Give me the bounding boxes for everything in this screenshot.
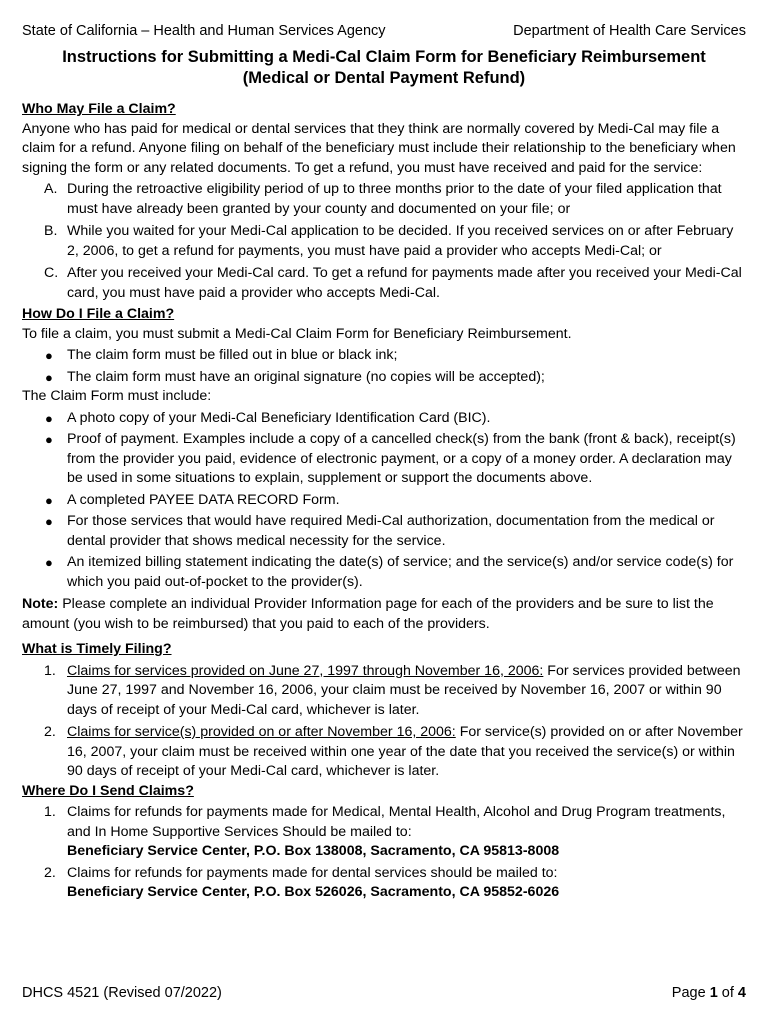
list-item: [22, 180, 746, 219]
list-item: [22, 662, 746, 721]
bullet-icon: ●: [45, 432, 53, 447]
bullet-icon: ●: [45, 410, 53, 426]
list-item-text: An itemized billing statement indicating the date(s) of service; and the service(s) and/or service code(s) for which you paid out-of-pocket to the provider(s).: [67, 554, 734, 590]
list-item: [22, 864, 746, 903]
how-intro: To file a claim, you must submit a Medi-Cal Claim Form for Beneficiary Reimbursement.: [22, 325, 572, 342]
page-total: 4: [737, 985, 746, 1001]
page-number: 1: [709, 985, 718, 1001]
list-item-text: Proof of payment. Examples include a copy of a cancelled check(s) from the bank (front & back), receipt(s) from the provider you paid, evidence of electronic payment, or a copy of a money order. A declaration may be used in some situations to explain, supplement or support the documents above.: [67, 431, 736, 486]
note-text: Please complete an individual Provider Information page for each of the providers and be sure to list the amount (you wish to be reimbursed) that you paid to each of the providers.: [22, 596, 714, 632]
must-include-label: The Claim Form must include:: [22, 388, 212, 404]
list-item: [22, 803, 746, 862]
how-bullets-2: [22, 409, 746, 593]
note-label: Note:: [22, 596, 59, 612]
bullet-icon: ●: [45, 348, 53, 363]
list-marker: 2.: [44, 724, 56, 740]
list-item-text: During the retroactive eligibility period of up to three months prior to the date of your filed application that must have already been granted by your county and documented on your file; or: [67, 181, 722, 217]
list-item-text: Claims for refunds for payments made for dental services should be mailed to:: [67, 864, 558, 881]
list-item: [22, 264, 746, 303]
agency-name: State of California – Health and Human Services Agency: [22, 23, 386, 39]
list-item: [22, 409, 746, 429]
list-item: [22, 222, 746, 261]
how-bullets-1: [22, 346, 746, 387]
list-item-text: For service(s) provided on or after November 16, 2007, your claim must be received within one year of the date that you received the service(s) or within 90 days of receipt of your Medi-Cal card, whichever is later.: [67, 724, 743, 779]
list-item-text: For those services that would have required Medi-Cal authorization, documentation from the medical or dental provider that shows medical necessity for the service.: [67, 513, 715, 549]
list-item-text: A completed PAYEE DATA RECORD Form.: [67, 491, 340, 508]
list-item: [22, 512, 746, 551]
page-indicator: [672, 985, 746, 1001]
who-heading: Who May File a Claim?: [22, 101, 176, 117]
list-item-text: The claim form must have an original signature (no copies will be accepted);: [67, 368, 545, 385]
bullet-icon: ●: [45, 369, 53, 385]
list-marker: 1.: [44, 804, 56, 820]
page-prefix: Page: [671, 985, 710, 1001]
list-item-text: A photo copy of your Medi-Cal Beneficiary Identification Card (BIC).: [67, 409, 491, 426]
send-heading: Where Do I Send Claims?: [22, 782, 194, 799]
list-marker: A.: [44, 181, 58, 197]
department-name: Department of Health Care Services: [513, 23, 746, 39]
mailing-address: Beneficiary Service Center, P.O. Box 138008, Sacramento, CA 95813-8008: [67, 843, 560, 859]
list-item-text: After you received your Medi-Cal card. To get a refund for payments made after you received your Medi-Cal card, you must have paid a provider who accepts Medi-Cal.: [67, 265, 742, 301]
who-intro: Anyone who has paid for medical or dental services that they think are normally covered by Medi-Cal may file a claim for a refund. Anyone filing on behalf of the beneficiary must include their relationship to the beneficiary when signing the form or any related documents. To get a refund, you must have received and paid for the service:: [22, 120, 736, 176]
list-item: [22, 430, 746, 489]
list-item: [22, 491, 746, 511]
list-item: [22, 723, 746, 782]
how-heading: How Do I File a Claim?: [22, 306, 175, 322]
form-number: DHCS 4521 (Revised 07/2022): [22, 985, 222, 1001]
list-item-text: For services provided between June 27, 1997 and November 16, 2006, your claim must be received by November 16, 2007 or within 90 days of receipt of your Medi-Cal card, whichever is later.: [67, 662, 741, 718]
page-of: of: [717, 985, 738, 1001]
document-body: [22, 100, 746, 903]
document-title: [22, 47, 746, 89]
list-marker: 2.: [44, 864, 56, 881]
list-item-text: While you waited for your Medi-Cal application to be decided. If you received services on or after February 2, 2006, to get a refund for payments, you must have paid a provider who accepts Medi-Cal; or: [67, 223, 734, 259]
send-list: [22, 803, 746, 903]
list-item-lead: Claims for service(s) provided on or after November 16, 2006:: [67, 724, 456, 740]
list-item-text: The claim form must be filled out in blue or black ink;: [67, 347, 398, 363]
list-item: [22, 368, 746, 388]
list-marker: B.: [44, 223, 58, 239]
list-marker: 1.: [44, 662, 56, 679]
list-item-lead: Claims for services provided on June 27, 1997 through November 16, 2006:: [67, 662, 544, 679]
bullet-icon: ●: [45, 492, 53, 508]
mailing-address: Beneficiary Service Center, P.O. Box 526026, Sacramento, CA 95852-6026: [67, 884, 560, 900]
bullet-icon: ●: [45, 514, 53, 529]
who-list: [22, 180, 746, 303]
list-item: [22, 553, 746, 592]
timely-list: [22, 662, 746, 782]
title-line-2: (Medical or Dental Payment Refund): [242, 69, 526, 87]
timely-heading: What is Timely Filing?: [22, 641, 172, 657]
list-marker: C.: [44, 265, 59, 281]
bullet-icon: ●: [45, 555, 53, 570]
list-item-text: Claims for refunds for payments made for Medical, Mental Health, Alcohol and Drug Program treatments, and In Home Supportive Services Should be mailed to:: [67, 804, 726, 840]
title-line-1: Instructions for Submitting a Medi-Cal Claim Form for Beneficiary Reimbursement: [62, 48, 706, 66]
note: [22, 595, 746, 634]
list-item: [22, 346, 746, 366]
